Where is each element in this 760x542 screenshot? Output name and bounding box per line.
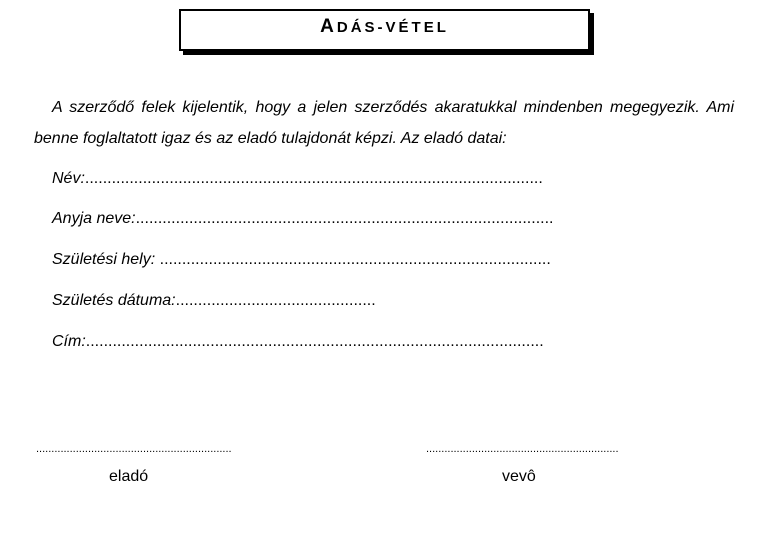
field-mother-name [52, 209, 553, 229]
field-address-label: Cím: [52, 333, 86, 350]
field-mother-name-label: Anyja neve: [52, 210, 136, 227]
field-address-dots: ....................................................................................................... [85, 333, 544, 350]
field-name-dots: ....................................................................................................... [84, 170, 543, 187]
field-name-label: Név: [52, 170, 85, 187]
title-first-letter: A [320, 16, 337, 37]
field-birth-date-dots: ............................................. [175, 292, 376, 309]
seller-label: eladó [109, 468, 149, 485]
field-birth-date [52, 291, 376, 311]
title-box [179, 9, 590, 51]
field-address [52, 332, 544, 352]
buyer-label: vevô [502, 468, 536, 485]
title-rest: DÁS-VÉTEL [336, 19, 449, 36]
document-title [320, 16, 449, 38]
field-name [52, 169, 543, 189]
field-mother-name-dots: .............................................................................................. [135, 210, 554, 227]
intro-paragraph: A szerződő felek kijelentik, hogy a jelen szerződés akaratukkal mindenben megegyezik. Ami benne foglaltatott igaz és az eladó tulajdonát képzi. Az eladó datai: [34, 99, 734, 147]
field-birth-date-label: Születés dátuma: [52, 292, 176, 309]
field-birth-place [52, 250, 551, 270]
buyer-signature-line: ............................................................... [426, 443, 619, 455]
field-birth-place-label: Születési hely: [52, 251, 156, 268]
field-birth-place-dots: ........................................................................................ [155, 251, 551, 268]
seller-signature-line: ................................................................ [36, 443, 232, 455]
